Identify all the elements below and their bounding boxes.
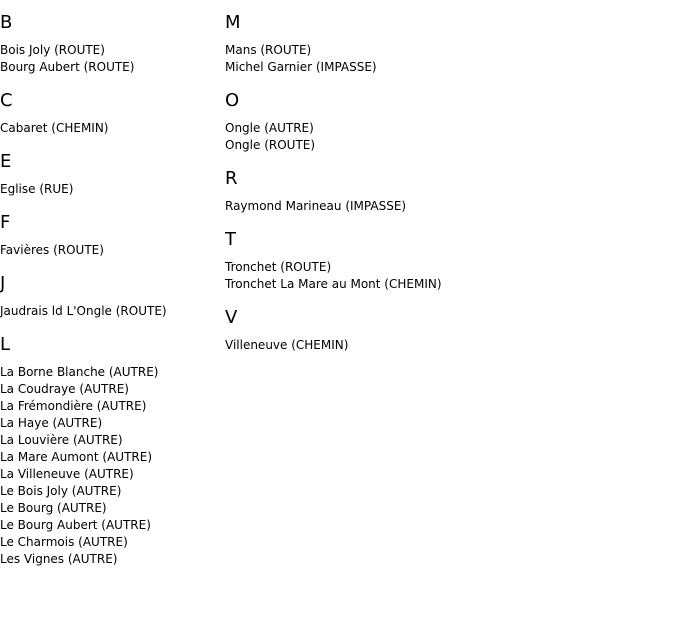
letter-heading: C — [0, 90, 13, 111]
street-link[interactable]: Villeneuve (CHEMIN) — [225, 338, 349, 352]
letter-heading: B — [0, 12, 13, 33]
letter-group-b — [0, 12, 220, 76]
street-list — [225, 337, 665, 354]
street-link[interactable]: Cabaret (CHEMIN) — [0, 121, 109, 135]
street-list — [225, 259, 665, 293]
street-link[interactable]: Michel Garnier (IMPASSE) — [225, 60, 377, 74]
letter-group-c — [0, 90, 220, 137]
street-list — [0, 42, 220, 76]
street-list — [225, 120, 665, 154]
street-link[interactable]: La Frémondière (AUTRE) — [0, 399, 147, 413]
letter-heading: M — [225, 12, 241, 33]
street-index-column-right — [225, 12, 665, 368]
street-link[interactable]: La Borne Blanche (AUTRE) — [0, 365, 159, 379]
letter-group-r — [225, 168, 665, 215]
street-link[interactable]: La Mare Aumont (AUTRE) — [0, 450, 153, 464]
street-list — [0, 303, 220, 320]
street-link[interactable]: La Coudraye (AUTRE) — [0, 382, 129, 396]
letter-heading: T — [225, 229, 236, 250]
street-link[interactable]: Raymond Marineau (IMPASSE) — [225, 199, 407, 213]
street-link[interactable]: Tronchet La Mare au Mont (CHEMIN) — [225, 277, 442, 291]
letter-group-m — [225, 12, 665, 76]
street-link[interactable]: Tronchet (ROUTE) — [225, 260, 332, 274]
letter-heading: L — [0, 334, 11, 355]
street-list — [0, 242, 220, 259]
letter-group-f — [0, 212, 220, 259]
letter-group-e — [0, 151, 220, 198]
street-link[interactable]: Bois Joly (ROUTE) — [0, 43, 105, 57]
letter-group-l — [0, 334, 220, 568]
letter-group-o — [225, 90, 665, 154]
letter-group-t — [225, 229, 665, 293]
letter-group-v — [225, 307, 665, 354]
letter-heading: J — [0, 273, 6, 294]
street-link[interactable]: Le Charmois (AUTRE) — [0, 535, 128, 549]
street-link[interactable]: Les Vignes (AUTRE) — [0, 552, 118, 566]
street-link[interactable]: Jaudrais ld L'Ongle (ROUTE) — [0, 304, 167, 318]
street-link[interactable]: La Louvière (AUTRE) — [0, 433, 123, 447]
letter-heading: F — [0, 212, 11, 233]
street-link[interactable]: Ongle (AUTRE) — [225, 121, 314, 135]
street-list — [225, 198, 665, 215]
street-link[interactable]: Le Bourg (AUTRE) — [0, 501, 107, 515]
letter-heading: E — [0, 151, 12, 172]
letter-heading: V — [225, 307, 238, 328]
street-link[interactable]: Ongle (ROUTE) — [225, 138, 316, 152]
street-link[interactable]: Favières (ROUTE) — [0, 243, 104, 257]
letter-group-j — [0, 273, 220, 320]
street-link[interactable]: La Villeneuve (AUTRE) — [0, 467, 134, 481]
street-link[interactable]: La Haye (AUTRE) — [0, 416, 103, 430]
street-list — [0, 120, 220, 137]
street-link[interactable]: Le Bourg Aubert (AUTRE) — [0, 518, 151, 532]
street-link[interactable]: Eglise (RUE) — [0, 182, 74, 196]
street-link[interactable]: Mans (ROUTE) — [225, 43, 312, 57]
letter-heading: O — [225, 90, 240, 111]
street-index-column-left — [0, 12, 220, 582]
street-list — [0, 181, 220, 198]
street-link[interactable]: Bourg Aubert (ROUTE) — [0, 60, 135, 74]
letter-heading: R — [225, 168, 238, 189]
street-list — [225, 42, 665, 76]
street-list — [0, 364, 220, 568]
street-link[interactable]: Le Bois Joly (AUTRE) — [0, 484, 122, 498]
